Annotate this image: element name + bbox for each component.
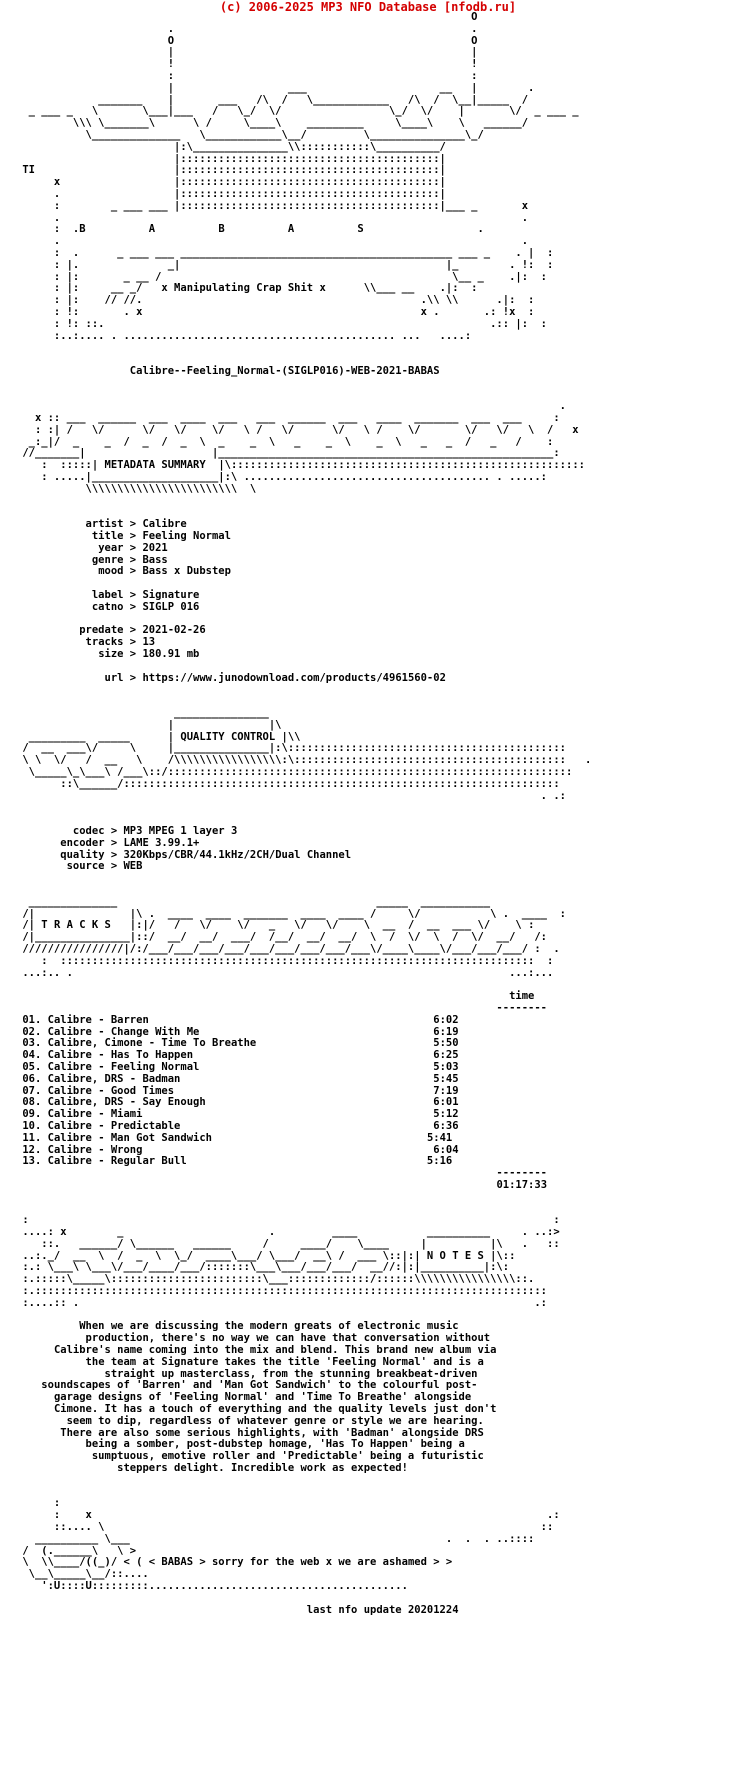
meta-catno: SIGLP 016 — [142, 600, 200, 613]
track-title: Calibre - Good Times — [47, 1084, 175, 1097]
track-time: 5:50 — [433, 1037, 459, 1050]
track-title: Calibre, DRS - Say Enough — [47, 1096, 206, 1109]
track-time: 6:36 — [433, 1119, 459, 1132]
track-title: Calibre - Man Got Sandwich — [47, 1131, 212, 1144]
notes-line: Cimone. It has a touch of everything and the quality levels just don't — [53, 1403, 497, 1416]
meta-label: artist — [85, 518, 124, 531]
track-title: Calibre - Regular Bull — [47, 1155, 187, 1168]
notes-line: being a somber, post-dubstep homage, 'Has To Happen' being a — [85, 1438, 465, 1451]
track-title: Calibre - Predictable — [47, 1119, 181, 1132]
meta-title: Feeling Normal — [142, 530, 231, 543]
qc-label: quality — [60, 848, 105, 861]
track-title: Calibre - Wrong — [47, 1143, 143, 1156]
track-number: 12. — [22, 1143, 42, 1156]
meta-label: catno — [91, 600, 124, 613]
track-time: 5:16 — [426, 1155, 453, 1168]
meta-record-label: Signature — [142, 589, 200, 602]
meta-artist: Calibre — [142, 518, 187, 531]
meta-tracks: 13 — [142, 636, 156, 649]
track-number: 02. — [22, 1025, 42, 1038]
notes-line: sumptuous, emotive roller and 'Predictable' being a futuristic — [91, 1450, 484, 1463]
notes-line: soundscapes of 'Barren' and 'Man Got Sandwich' to the colourful post- — [41, 1379, 478, 1392]
track-time: 5:12 — [433, 1108, 459, 1121]
meta-label: size — [98, 648, 124, 661]
total-time: 01:17:33 — [496, 1178, 548, 1191]
ascii-art: O . . O O | | ! ! : : | ___ __ | . _______ | ___ /\ / \____________ /\ / \__|_____ / _ ___ _ \ \___|___ / \_/ \/ \_/ \/ | \/ _ ___ _ \\\ \_______\ \ / \____\ _________ \____\ \ ______/ \______________ \____________\__/ \_______________\_/ |:\_______________\\:::::::::::\__________/ |:::::::::::::::::::::::::::::::::::::::::| TI |:::::::::::::::::::::::::::::::::::::::::| x |:::::::::::::::::::::::::::::::::::::::::| . |:::::::::::::::::::::::::::::::::::::::::| : _ ___ ___ |:::::::::::::::::::::::::::::::::::::::::|___ _ x . . : . — [22, 11, 579, 236]
group-letter: A — [148, 223, 156, 236]
track-number: 08. — [22, 1096, 42, 1109]
meta-label: year — [98, 541, 124, 554]
notes-line: Calibre's name coming into the mix and blend. This brand new album via — [53, 1344, 497, 1357]
group-letter: A — [287, 223, 295, 236]
track-number: 11. — [22, 1131, 42, 1144]
meta-genre: Bass — [142, 553, 168, 566]
last-update: last nfo update 20201224 — [306, 1603, 459, 1616]
track-title: Calibre, Cimone - Time To Breathe — [47, 1037, 257, 1050]
track-time: 6:02 — [433, 1013, 459, 1026]
notes-line: the team at Signature takes the title 'Feeling Normal' and is a — [85, 1355, 484, 1368]
release-name: Calibre--Feeling_Normal-(SIGLP016)-WEB-2021-BABAS — [129, 364, 440, 377]
site-banner: (c) 2006-2025 MP3 NFO Database [nfodb.ru] — [219, 0, 517, 14]
track-number: 04. — [22, 1049, 42, 1062]
track-title: Calibre - Miami — [47, 1108, 143, 1121]
track-number: 06. — [22, 1072, 42, 1085]
meta-size: 180.91 mb — [142, 648, 200, 661]
qc-label: encoder — [60, 836, 105, 849]
track-time: 5:03 — [433, 1060, 459, 1073]
time-header: time — [509, 990, 535, 1003]
track-time: 6:25 — [433, 1049, 459, 1062]
tagline: x Manipulating Crap Shit x — [161, 282, 326, 295]
track-time: 5:41 — [426, 1131, 453, 1144]
meta-mood: Bass x Dubstep — [142, 565, 231, 578]
notes-line: There are also some serious highlights, with 'Badman' alongside DRS — [60, 1426, 484, 1439]
meta-label: genre — [91, 553, 124, 566]
track-number: 10. — [22, 1119, 42, 1132]
nfo-document: O . . O O | | ! ! : : | ___ __ | . _______ | ___ /\ / \____________ /\ / \__|_____ / _ ___ _ \ \___|___ / \_/ \/ \_/ \/ | \/ _ ___ _ \\\ \_______\ \ / \____\ _________ \____\ \ ______/ \______________ \____________\__/ \_______________\_/ |:\_______________\\:::::::::::\__________/ |:::::::::::::::::::::::::::::::::::::::::| TI |:::::::::::::::::::::::::::::::::::::::::| x |:::::::::::::::::::::::::::::::::::::::::| . |:::::::::::::::::::::::::::::::::::::::::| : _ ___ ___ |:::::::::::::::::::::::::::::::::::::::::|___ _ x . . : .B A B A S . . . : . _ ___ ___ ___________________________________________ ___ _ . | : : |. _| |_ . !: : : |: _ __ / \__ _ .|: : : |: __ _/ x Manipulating Crap Shit x \\___ __ .|: : : |: // //. .\\ \\ .|: : : !: . x x . .: !x : : !: ::. .:: |: : :..:.... . ........................................... ... ....: Calibre--Feeling_Normal-(SIGLP016)-WEB-2021-BABAS . x :: ___ ______ ___ ____ ___ ___ ______ ___ ____ _______ ___ ___ : : :| / \/ \/ \/ \/ \ / \/ \/ \ / \/ \/ \/ \ / x _:_|/ _ _ / _ / _ \ _ _ \ _ _ \ _ \ _ _ / _ / : //_______| |_____________________________________________________: : :::::| METADATA SUMMARY |\:::::::::::::::::::::::::::::::::::::::::::::::::::::::: : .....|____________________|:\ ....................................... . .....: \\\\\\\\\\\\\\\\\\\\\\\\ \ artist > Calibre title > Feeling Normal year > 2021 genre > Bass mood > Bass x Dubstep label > Signature catno > SIGLP 016 predate > 2021-02-26 tracks > 13 size > 180.91 mb url > https://www.junodownload.com/products/4961560-02 _______________ | |\ _________ _____ | QUALITY CONTROL |\\ / __ ___\/ \ |_______________|:\:::::::::::::::::::::::::::::::::::::::::::: \ \ \/ / __ \ /\\\\\\\\\\\\\\\\\:\::::::::::::::::::::::::::::::::::::::::::: . \_____\_\___\ /___\::/:::::::::::::::::::::::::::::::::::::::::::::::::::::::::::::::: ::\______/::::::::::::::::::::::::::::::::::::::::::::::::::::::::::::::::::::: . .: codec > MP3 MPEG 1 layer 3 encoder > LAME 3.99.1+ quality > 320Kbps/CBR/44.1kHz/2CH/Dual Channel source > WEB ______________ _____ ___________ /| |\ . ____ ____ _______ ____ ____ / \/ \ . ____ : /| T R A C K S |:|/ / \/ \/ _ \/ \/ \ __ / __ ___ \/ \ : /|_______________|::/ __/ __/ ___/ /__/ __/ __/ \ / \/ \ / \/ __/ /: ////////////////|/:/___/___/___/___/___/___/___/___/___\/____\____\/___/___/___/ : . : ::::::::::::::::::::::::::::::::::::::::::::::::::::::::::::::::::::::::::: : ...:.. . ...:... time -------- 01. Calibre - Barren 6:02 02. Calibre - Change With Me 6:19 03. Calibre, Cimone - Time To Breathe 5:50 04. Calibre - Has To Happen 6:25 05. Calibre - Feeling Normal 5:03 06. Calibre, DRS - Badman 5:45 07. Calibre - Good Times 7:19 08. Calibre, DRS - Say Enough 6:01 09. Calibre - Miami 5:12 10. Calibre - Predictable 6:36 11. Calibre - Man Got Sandwich 5:41 12. Calibre - Wrong 6:04 13. Calibre - Regular Bull 5:16 -------- 01:17:33 : : ....: x _ . ____ __________ . ..:> ::. ______/ \______ ______ / ____/ \____ | |\ . :: ..:._/ __ \ / _ \ \_/ ____\___/ \___/ __\ / ___ \::|:| N O T E S |\:: :.: \___\ \___\/___/____/___/:::::::\___\___/___/___/ __//:|:|__________|:\: :.:::::\_____\::::::::::::::::::::::::\___:::::::::::::/::::::\\\\\\\\\\\\\\\\::. :.::::::::::::::::::::::::::::::::::::::::::::::::::::::::::::::::::::::::::::::::: :....:: . .: When we are discussing the modern greats of electronic music production, there's no way we can have that conversation without Calibre's name coming into the mix and blend. This brand new album via the team at Signature takes the title 'Feeling Normal' and is a straight up masterclass, from the stunning breakbeat-driven soundscapes of 'Barren' and 'Man Got Sandwich' to the colourful post- garage designs of 'Feeling Normal' and 'Time To Breathe' alongside Cimone. It has a touch of everything and the quality levels just don't seem to dip, regardless of whatever genre or style we are hearing. There are also some serious highlights, with 'Badman' alongside DRS being a somber, post-dubstep homage, 'Has To Happen' being a sumptuous, emotive roller and 'Predictable' being a futuristic steppers delight. Incredible work as expected! : : x .: ::.... \ :: __________ \___ . . . ..:::: / (.______\ \ > \ \\____/((_)/ < ( < BABAS > sorry for the web x we are ashamed > > \__\_____\__/::.... ':U::::U:::::::::......................................... last nfo update 20201224 — [16, 12, 591, 1616]
quality-section-title: QUALITY CONTROL — [180, 730, 276, 743]
meta-label: mood — [98, 565, 124, 578]
meta-label: predate — [79, 624, 124, 637]
track-number: 09. — [22, 1108, 42, 1121]
notes-line: production, there's no way we can have that conversation without — [85, 1332, 491, 1345]
track-time: 7:19 — [433, 1084, 459, 1097]
track-title: Calibre - Has To Happen — [47, 1049, 194, 1062]
track-number: 05. — [22, 1060, 42, 1073]
notes-section-title: N O T E S — [426, 1249, 484, 1262]
qc-encoder: LAME 3.99.1+ — [123, 836, 200, 849]
group-letter: B — [79, 223, 86, 236]
track-title: Calibre - Change With Me — [47, 1025, 200, 1038]
qc-quality: 320Kbps/CBR/44.1kHz/2CH/Dual Channel — [123, 848, 352, 861]
meta-predate: 2021-02-26 — [142, 624, 206, 637]
group-letter: S — [357, 223, 364, 236]
track-time: 6:01 — [433, 1096, 459, 1109]
group-letter: B — [218, 223, 225, 236]
track-time: 5:45 — [433, 1072, 459, 1085]
track-title: Calibre - Feeling Normal — [47, 1060, 200, 1073]
track-number: 01. — [22, 1013, 42, 1026]
track-title: Calibre - Barren — [47, 1013, 149, 1026]
meta-label: url — [104, 671, 124, 684]
qc-label: source — [66, 860, 105, 873]
notes-line: garage designs of 'Feeling Normal' and 'Time To Breathe' alongside — [53, 1391, 472, 1404]
track-time: 6:19 — [433, 1025, 459, 1038]
meta-year: 2021 — [142, 541, 168, 554]
qc-codec: MP3 MPEG 1 layer 3 — [123, 824, 238, 837]
notes-line: When we are discussing the modern greats of electronic music — [79, 1320, 459, 1333]
metadata-section-title: METADATA SUMMARY — [104, 459, 206, 472]
track-time: 6:04 — [433, 1143, 459, 1156]
track-number: 13. — [22, 1155, 42, 1168]
track-number: 03. — [22, 1037, 42, 1050]
meta-label: label — [91, 589, 124, 602]
meta-label: title — [91, 530, 124, 543]
qc-source: WEB — [123, 860, 143, 873]
qc-label: codec — [72, 824, 105, 837]
notes-line: straight up masterclass, from the stunning breakbeat-driven — [104, 1367, 478, 1380]
notes-line: steppers delight. Incredible work as expected! — [117, 1462, 408, 1475]
notes-line: seem to dip, regardless of whatever genre or style we are hearing. — [66, 1414, 484, 1427]
track-number: 07. — [22, 1084, 42, 1097]
meta-url[interactable]: https://www.junodownload.com/products/4961560-02 — [142, 671, 446, 684]
meta-label: tracks — [85, 636, 124, 649]
track-title: Calibre, DRS - Badman — [47, 1072, 181, 1085]
footer-message: < BABAS > sorry for the web x we are ashamed > > — [148, 1556, 453, 1569]
tracks-section-title: T R A C K S — [41, 919, 111, 932]
